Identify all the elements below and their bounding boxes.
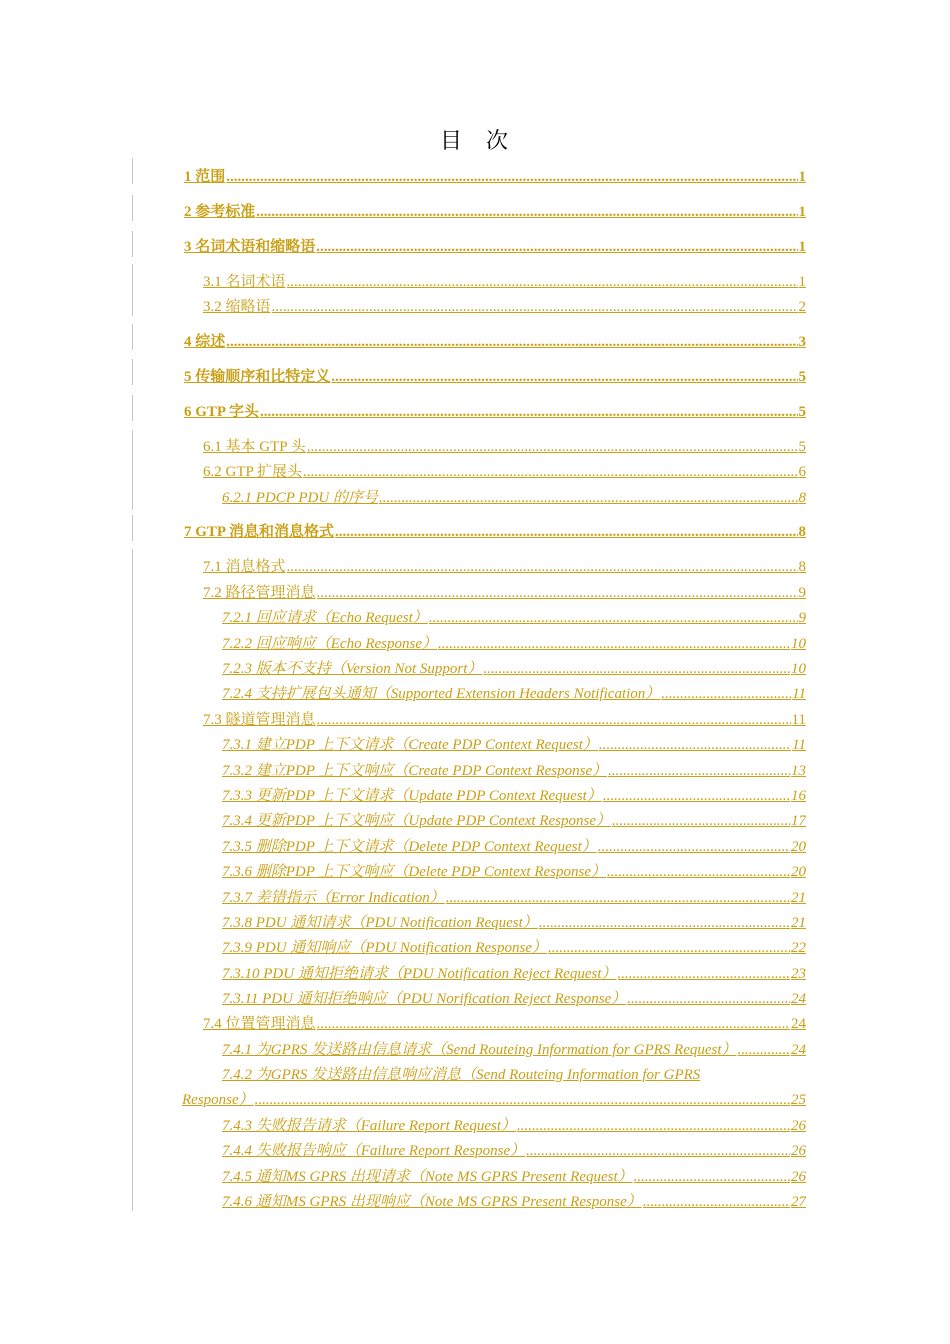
toc-entry-7-2-4[interactable]: 7.2.4 支持扩展包头通知（Supported Extension Headers Notification） ..... 11 [222, 683, 806, 703]
toc-entry-7-3-4[interactable]: 7.3.4 更新PDP 上下文响应（Update PDP Context Response） ..... 17 [222, 810, 806, 830]
change-bar [132, 264, 133, 316]
toc-entry-7-4-6[interactable]: 7.4.6 通知MS GPRS 出现响应（Note MS GPRS Present Response） ..... 27 [222, 1191, 806, 1211]
toc-entry-7-4[interactable]: 7.4 位置管理消息 ..... 24 [203, 1013, 806, 1033]
toc-entry-7-3[interactable]: 7.3 隧道管理消息 ..... 11 [203, 709, 806, 729]
toc-entry-7-2-3[interactable]: 7.2.3 版本不支持（Version Not Support） ..... 10 [222, 658, 806, 678]
toc-entry-7-3-8[interactable]: 7.3.8 PDU 通知请求（PDU Notification Request） ..... 21 [222, 912, 806, 932]
toc-entry-1[interactable]: 1 范围 ..... 1 [184, 166, 806, 186]
page-title [0, 124, 950, 155]
toc-entry-7-4-3[interactable]: 7.4.3 失败报告请求（Failure Report Request） ..... 26 [222, 1115, 806, 1135]
toc-entry-4[interactable]: 4 综述 ..... 3 [184, 331, 806, 351]
change-bar [132, 195, 133, 221]
toc-entry-7-4-2[interactable]: 7.4.2 为GPRS 发送路由信息响应消息（Send Routeing Information for GPRS [222, 1067, 701, 1083]
change-bar [132, 324, 133, 350]
toc-entry-2[interactable]: 2 参考标准 ..... 1 [184, 201, 806, 221]
toc-entry-7-2[interactable]: 7.2 路径管理消息 ..... 9 [203, 582, 806, 602]
toc-entry-7-3-11[interactable]: 7.3.11 PDU 通知拒绝响应（PDU Norification Reject Response） ..... 24 [222, 988, 806, 1008]
change-bar [132, 231, 133, 257]
toc-entry-7-4-5[interactable]: 7.4.5 通知MS GPRS 出现请求（Note MS GPRS Present Request） ..... 26 [222, 1166, 806, 1186]
toc-entry-7[interactable]: 7 GTP 消息和消息格式 ..... 8 [184, 521, 806, 541]
title-char-1: 目 [439, 129, 464, 154]
toc-entry-7-3-7[interactable]: 7.3.7 差错指示（Error Indication） ..... 21 [222, 887, 806, 907]
toc-entry-6-2-1[interactable]: 6.2.1 PDCP PDU 的序号 ..... 8 [222, 487, 806, 507]
toc-entry-3-2[interactable]: 3.2 缩略语 ..... 2 [203, 296, 806, 316]
toc-entry-6[interactable]: 6 GTP 字头 ..... 5 [184, 401, 806, 421]
toc-entry-6-2[interactable]: 6.2 GTP 扩展头 ..... 6 [203, 461, 806, 481]
toc-entry-7-2-2[interactable]: 7.2.2 回应响应（Echo Response） ..... 10 [222, 633, 806, 653]
change-bar [132, 158, 133, 184]
toc-entry-6-1[interactable]: 6.1 基本 GTP 头 ..... 5 [203, 436, 806, 456]
toc-entry-7-3-6[interactable]: 7.3.6 删除PDP 上下文响应（Delete PDP Context Response） ..... 20 [222, 861, 806, 881]
change-bar [132, 549, 133, 1211]
toc-entry-7-4-4[interactable]: 7.4.4 失败报告响应（Failure Report Response） ..... 26 [222, 1140, 806, 1160]
title-char-2: 次 [486, 129, 511, 154]
change-bar [132, 430, 133, 510]
toc-entry-7-4-2-continued[interactable]: Response） ..... 25 [182, 1089, 806, 1109]
toc-entry-7-3-2[interactable]: 7.3.2 建立PDP 上下文响应（Create PDP Context Response） ..... 13 [222, 760, 806, 780]
toc-entry-7-1[interactable]: 7.1 消息格式 ..... 8 [203, 556, 806, 576]
toc-entry-5[interactable]: 5 传输顺序和比特定义 ..... 5 [184, 366, 806, 386]
toc-entry-7-3-3[interactable]: 7.3.3 更新PDP 上下文请求（Update PDP Context Request） ..... 16 [222, 785, 806, 805]
change-bar [132, 359, 133, 385]
toc-entry-7-3-10[interactable]: 7.3.10 PDU 通知拒绝请求（PDU Notification Reject Request） ..... 23 [222, 963, 806, 983]
toc-entry-7-3-9[interactable]: 7.3.9 PDU 通知响应（PDU Notification Response） ..... 22 [222, 937, 806, 957]
change-bar [132, 515, 133, 541]
change-bar [132, 395, 133, 421]
toc-entry-7-3-5[interactable]: 7.3.5 删除PDP 上下文请求（Delete PDP Context Request） ..... 20 [222, 836, 806, 856]
toc-entry-3[interactable]: 3 名词术语和缩略语 ..... 1 [184, 236, 806, 256]
toc-entry-7-2-1[interactable]: 7.2.1 回应请求（Echo Request） ..... 9 [222, 607, 806, 627]
toc-entry-7-3-1[interactable]: 7.3.1 建立PDP 上下文请求（Create PDP Context Request） ..... 11 [222, 734, 806, 754]
toc-entry-7-4-1[interactable]: 7.4.1 为GPRS 发送路由信息请求（Send Routeing Information for GPRS Request） ..... 24 [222, 1039, 806, 1059]
toc-entry-3-1[interactable]: 3.1 名词术语 ..... 1 [203, 271, 806, 291]
